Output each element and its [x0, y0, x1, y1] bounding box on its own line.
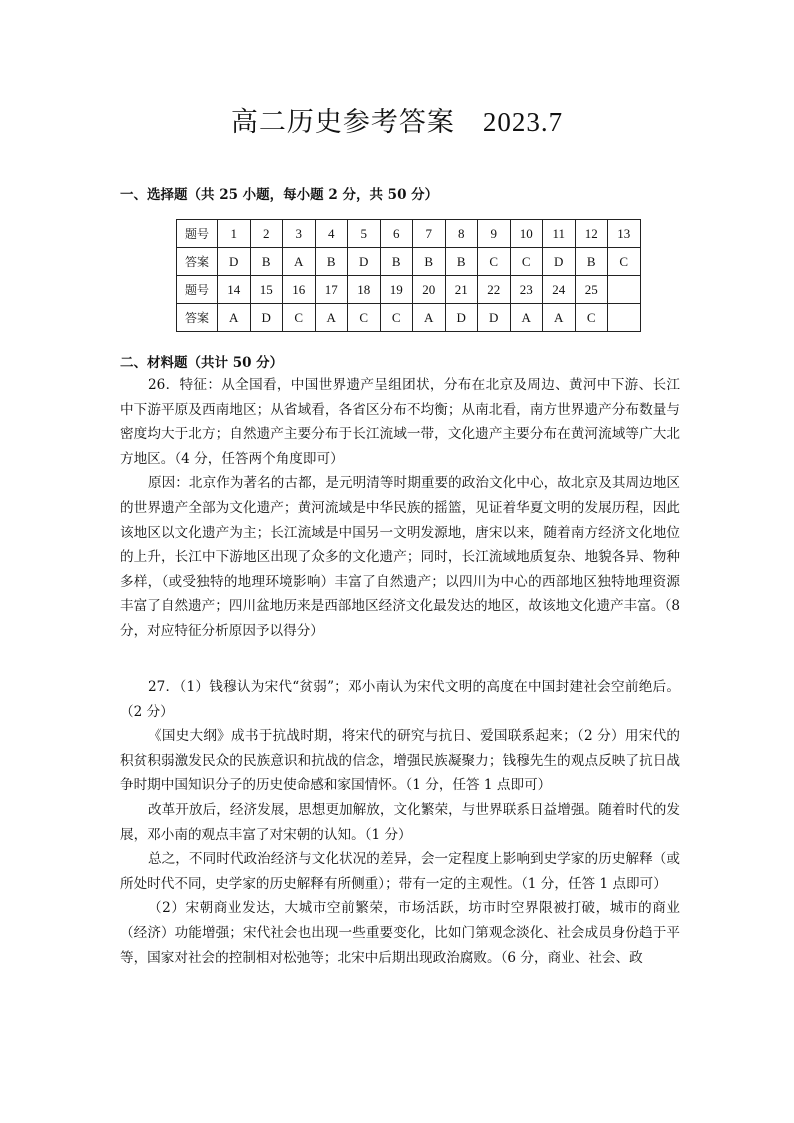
page-title: [0, 100, 794, 139]
table-cell: C: [380, 304, 413, 332]
section-multiple-choice-heading: 一、选择题（共 25 小题，每小题 2 分，共 50 分）: [120, 187, 439, 203]
q26-features: 26．特征：从全国看，中国世界遗产呈组团状，分布在北京及周边、黄河中下游、长江中下游平原及西南地区；从省域看，各省区分布不均衡；从南北看，南方世界遗产分布数量与密度均大于北方；自然遗产主要分布于长江流域一带，文化遗产主要分布在黄河流域等广大北方地区。（4 分，任答两个角度即可）: [120, 377, 680, 467]
table-cell: D: [218, 248, 251, 276]
table-cell: 21: [445, 276, 478, 304]
q26-reasons: 原因：北京作为著名的古都，是元明清等时期重要的政治文化中心，故北京及其周边地区的世界遗产全部为文化遗产；黄河流域是中华民族的摇篮，见证着华夏文明的发展历程，因此该地区以文化遗产为主；长江流域是中国另一文明发源地，唐宋以来，随着南方经济文化地位的上升，长江中下游地区出现了众多的文化遗产；同时，长江流域地质复杂、地貌各异、物种多样，（或受独特的地理环境影响）丰富了自然遗产；以四川为中心的西部地区独特地理资源丰富了自然遗产；四川盆地历来是西部地区经济文化最发达的地区，故该地文化遗产丰富。（8 分，对应特征分析原因予以得分）: [120, 475, 680, 639]
table-cell: D: [348, 248, 381, 276]
table-cell: 13: [608, 220, 641, 248]
table-cell: 25: [575, 276, 608, 304]
table-cell: A: [283, 248, 316, 276]
table-cell: B: [250, 248, 283, 276]
table-cell: B: [445, 248, 478, 276]
table-cell: B: [413, 248, 446, 276]
table-cell: C: [575, 304, 608, 332]
table-cell: B: [575, 248, 608, 276]
table-cell: D: [478, 304, 511, 332]
table-cell: A: [510, 304, 543, 332]
table-cell: 11: [543, 220, 576, 248]
table-cell: 22: [478, 276, 511, 304]
table-cell: [608, 276, 641, 304]
question-27: [120, 675, 680, 970]
section-material-heading: 二、材料题（共计 50 分）: [120, 355, 284, 371]
table-row: [177, 248, 641, 276]
table-row-header: 题号: [177, 276, 218, 304]
table-cell: 17: [315, 276, 348, 304]
table-cell: C: [348, 304, 381, 332]
table-row: [177, 276, 641, 304]
table-row-header: 答案: [177, 248, 218, 276]
table-cell: 4: [315, 220, 348, 248]
table-cell: C: [283, 304, 316, 332]
table-cell: 15: [250, 276, 283, 304]
table-cell: D: [543, 248, 576, 276]
table-cell: A: [218, 304, 251, 332]
q27-part2: （2）宋朝商业发达，大城市空前繁荣，市场活跃，坊市时空界限被打破，城市的商业（经济）功能增强；宋代社会也出现一些重要变化，比如门第观念淡化、社会成员身份趋于平等，国家对社会的控制相对松弛等；北宋中后期出现政治腐败。（6 分，商业、社会、政: [120, 900, 680, 966]
title-year: 2023.7: [482, 107, 564, 137]
table-cell: A: [315, 304, 348, 332]
table-cell: 9: [478, 220, 511, 248]
table-cell: 3: [283, 220, 316, 248]
table-cell: [608, 304, 641, 332]
table-cell: 2: [250, 220, 283, 248]
table-cell: 1: [218, 220, 251, 248]
table-cell: 18: [348, 276, 381, 304]
table-cell: D: [445, 304, 478, 332]
table-row-header: 答案: [177, 304, 218, 332]
table-cell: C: [510, 248, 543, 276]
table-cell: 14: [218, 276, 251, 304]
table-row-header: 题号: [177, 220, 218, 248]
table-cell: D: [250, 304, 283, 332]
table-cell: 7: [413, 220, 446, 248]
table-row: [177, 304, 641, 332]
q27-guoshi-dagang: 《国史大纲》成书于抗战时期，将宋代的研究与抗日、爱国联系起来；（2 分）用宋代的积贫积弱激发民众的民族意识和抗战的信念，增强民族凝聚力；钱穆先生的观点反映了抗日战争时期中国知识分子的历史使命感和家国情怀。（1 分，任答 1 点即可）: [120, 728, 680, 794]
table-cell: 23: [510, 276, 543, 304]
table-cell: 16: [283, 276, 316, 304]
table-cell: 6: [380, 220, 413, 248]
title-text: 高二历史参考答案: [230, 107, 455, 138]
table-cell: C: [478, 248, 511, 276]
table-cell: 8: [445, 220, 478, 248]
table-cell: 24: [543, 276, 576, 304]
q27-reform: 改革开放后，经济发展，思想更加解放，文化繁荣，与世界联系日益增强。随着时代的发展，邓小南的观点丰富了对宋朝的认知。（1 分）: [120, 801, 680, 843]
table-cell: A: [543, 304, 576, 332]
table-cell: 20: [413, 276, 446, 304]
table-cell: B: [380, 248, 413, 276]
q27-summary: 总之，不同时代政治经济与文化状况的差异，会一定程度上影响到史学家的历史解释（或所处时代不同，史学家的历史解释有所侧重）；带有一定的主观性。（1 分，任答 1 点即可）: [120, 851, 680, 892]
table-cell: 19: [380, 276, 413, 304]
answer-table: [176, 219, 641, 332]
table-row: [177, 220, 641, 248]
question-26: [120, 373, 680, 644]
table-cell: B: [315, 248, 348, 276]
table-cell: C: [608, 248, 641, 276]
table-cell: 5: [348, 220, 381, 248]
table-cell: A: [413, 304, 446, 332]
table-cell: 10: [510, 220, 543, 248]
q27-part1: 27．（1）钱穆认为宋代“贫弱”；邓小南认为宋代文明的高度在中国封建社会空前绝后。（2 分）: [120, 679, 680, 720]
table-cell: 12: [575, 220, 608, 248]
